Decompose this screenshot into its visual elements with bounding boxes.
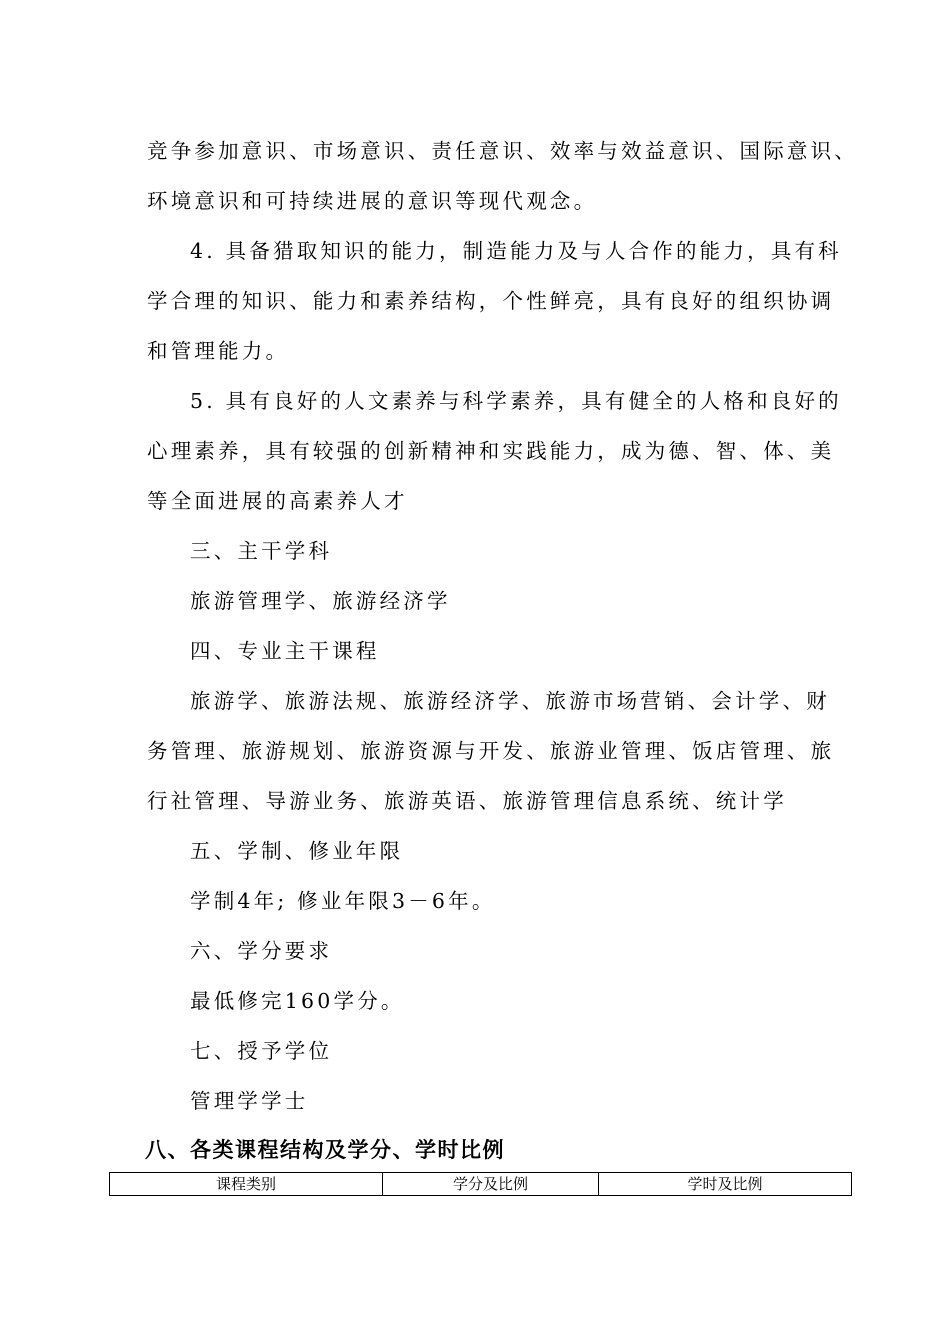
section-heading: 四、专业主干课程 <box>190 639 380 663</box>
table-header-cell: 学时及比例 <box>599 1173 852 1196</box>
paragraph-line: 务管理、旅游规划、旅游资源与开发、旅游业管理、饭店管理、旅 <box>147 739 835 763</box>
paragraph-line: 和管理能力。 <box>147 339 290 363</box>
paragraph-line: 管理学学士 <box>190 1089 309 1113</box>
paragraph-line: 旅游学、旅游法规、旅游经济学、旅游市场营销、会计学、财 <box>190 689 830 713</box>
section-heading: 五、学制、修业年限 <box>190 839 404 863</box>
paragraph-line: 最低修完160学分。 <box>190 989 405 1013</box>
section-8-heading: 八、各类课程结构及学分、学时比例 <box>145 1138 505 1162</box>
paragraph-line: 学制4年; 修业年限3－6年。 <box>190 889 496 913</box>
section-heading: 六、学分要求 <box>190 939 333 963</box>
paragraph-line: 等全面进展的高素养人才 <box>147 489 408 513</box>
table-header-cell: 课程类别 <box>110 1173 383 1196</box>
paragraph-line: 5. 具有良好的人文素养与科学素养，具有健全的人格和良好的 <box>190 389 842 413</box>
table-header-row <box>110 1173 852 1196</box>
paragraph-line: 行社管理、导游业务、旅游英语、旅游管理信息系统、统计学 <box>147 789 787 813</box>
paragraph-line: 环境意识和可持续进展的意识等现代观念。 <box>147 189 598 213</box>
paragraph-line: 学合理的知识、能力和素养结构，个性鲜亮，具有良好的组织协调 <box>147 289 835 313</box>
section-heading: 七、授予学位 <box>190 1039 333 1063</box>
paragraph-line: 心理素养，具有较强的创新精神和实践能力，成为德、智、体、美 <box>147 439 835 463</box>
paragraph-line: 4. 具备猎取知识的能力，制造能力及与人合作的能力，具有科 <box>190 239 842 263</box>
course-structure-table <box>109 1172 852 1196</box>
paragraph-line: 旅游管理学、旅游经济学 <box>190 589 451 613</box>
section-heading: 三、主干学科 <box>190 539 333 563</box>
paragraph-line: 竞争参加意识、市场意识、责任意识、效率与效益意识、国际意识、 <box>147 139 858 163</box>
table-header-cell: 学分及比例 <box>383 1173 599 1196</box>
